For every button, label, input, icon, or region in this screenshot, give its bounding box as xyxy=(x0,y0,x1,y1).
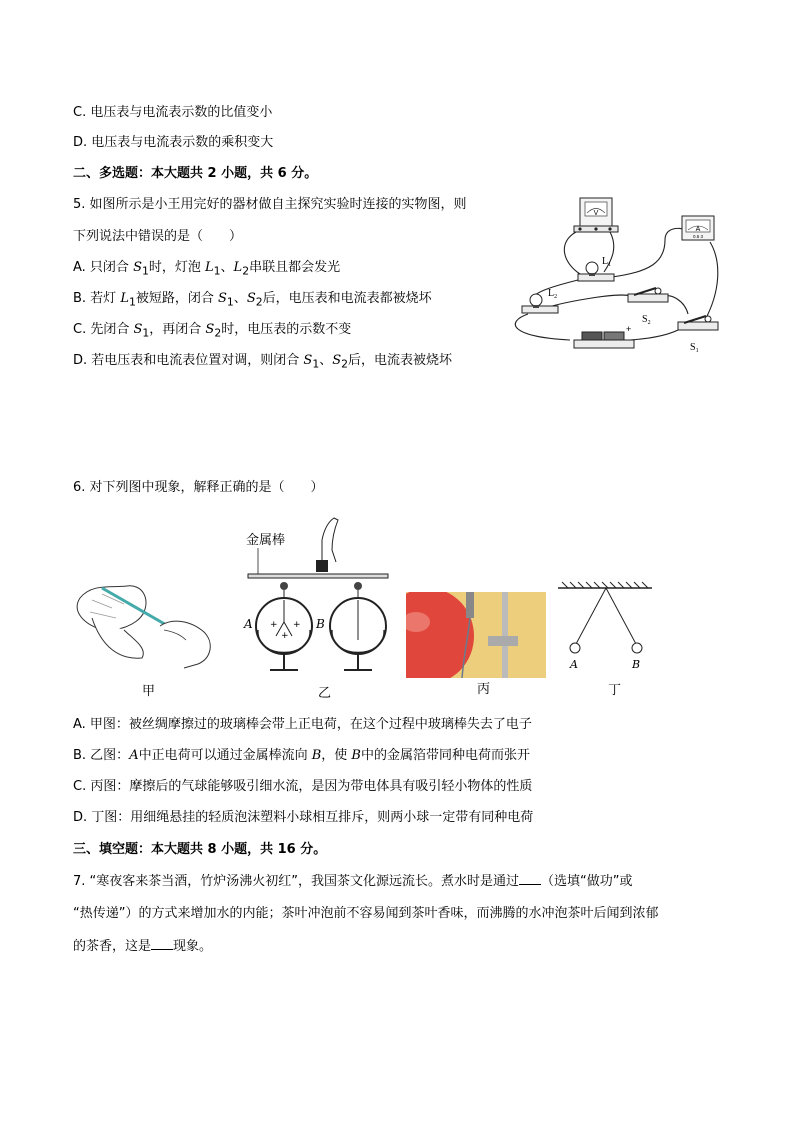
q5-stem-line2: 下列说法中错误的是（ ） xyxy=(73,229,243,244)
electroscope-b xyxy=(330,582,386,670)
q5-option-d: D. 若电压表和电流表位置对调，则闭合 $S_1$、$S_2$后，电流表被烧坏 xyxy=(73,353,453,371)
figure-yi xyxy=(236,510,394,682)
q5-option-c: C. 先闭合 $S_1$，再闭合 $S_2$时，电压表的示数不变 xyxy=(73,322,352,340)
caption-ding: 丁 xyxy=(608,683,622,698)
q7-line1: 7. “寒夜客来茶当酒，竹炉汤沸火初红”，我国茶文化源远流长。煮水时是通过 （选填“做功”或 xyxy=(73,874,633,889)
voltmeter xyxy=(574,198,618,232)
q7-line3: 的茶香，这是 现象。 xyxy=(73,939,213,954)
s2-label: $S_2$ xyxy=(642,314,651,326)
ball-b-label: B xyxy=(632,658,641,671)
figure-jia xyxy=(72,578,222,670)
q4-option-d: D. 电压表与电流表示数的乘积变大 xyxy=(73,135,274,150)
q6-option-d: D. 丁图：用细绳悬挂的轻质泡沫塑料小球相互排斥，则两小球一定带有同种电荷 xyxy=(73,810,534,825)
q4-option-c: C. 电压表与电流表示数的比值变小 xyxy=(73,105,273,120)
svg-text:+: + xyxy=(293,620,301,630)
ammeter-scale: 0.6 3 xyxy=(692,234,704,239)
q5-option-a: A. 只闭合 $S_1$时，灯泡 $L_1$、$L_2$串联且都会发光 xyxy=(73,260,341,278)
ammeter-label: A xyxy=(695,226,701,233)
q6-option-c: C. 丙图：摩擦后的气球能够吸引细水流，是因为带电体具有吸引轻小物体的性质 xyxy=(73,779,533,794)
svg-text:+: + xyxy=(281,631,289,641)
l1-label: $L_1$ xyxy=(602,256,612,268)
q6-option-b: B. 乙图：A中正电荷可以通过金属棒流向 B，使 B中的金属箔带同种电荷而张开 xyxy=(73,748,530,763)
switch-s2 xyxy=(628,288,668,326)
battery xyxy=(574,324,634,348)
q6-option-a: A. 甲图：被丝绸摩擦过的玻璃棒会带上正电荷，在这个过程中玻璃棒失去了电子 xyxy=(73,717,532,732)
label-b: B xyxy=(316,617,325,631)
figure-bing xyxy=(406,592,546,678)
ammeter xyxy=(682,216,714,240)
voltmeter-label: V xyxy=(593,210,599,217)
lamp-l1 xyxy=(578,256,614,281)
caption-bing: 丙 xyxy=(477,682,491,697)
ball-a-label: A xyxy=(570,658,578,671)
figure-ding xyxy=(556,578,656,674)
caption-jia: 甲 xyxy=(142,684,156,699)
caption-yi: 乙 xyxy=(318,686,332,701)
battery-plus: + xyxy=(626,324,632,334)
metal-rod-label: 金属棒 xyxy=(246,533,286,548)
electroscope-a xyxy=(256,582,312,670)
section-3-header: 三、填空题：本大题共 8 小题，共 16 分。 xyxy=(73,842,327,857)
svg-text:+: + xyxy=(270,620,278,630)
switch-s1 xyxy=(678,316,718,354)
label-a: A xyxy=(244,617,253,631)
q5-stem-line1: 5. 如图所示是小王用完好的器材做自主探究实验时连接的实物图，则 xyxy=(73,197,467,212)
q7-blank-1[interactable] xyxy=(519,872,541,885)
q5-option-b: B. 若灯 $L_1$被短路，闭合 $S_1$、$S_2$后，电压表和电流表都被烧坏 xyxy=(73,291,432,309)
q6-stem: 6. 对下列图中现象，解释正确的是（ ） xyxy=(73,480,324,495)
section-2-header: 二、多选题：本大题共 2 小题，共 6 分。 xyxy=(73,166,318,181)
circuit-diagram xyxy=(500,192,730,362)
l2-label: $L_2$ xyxy=(548,288,558,300)
q7-line2: “热传递”）的方式来增加水的内能；茶叶冲泡前不容易闻到茶叶香味，而沸腾的水冲泡茶叶后闻到浓郁 xyxy=(73,906,659,921)
s1-label: $S_1$ xyxy=(690,342,699,354)
q7-blank-2[interactable] xyxy=(151,937,173,950)
